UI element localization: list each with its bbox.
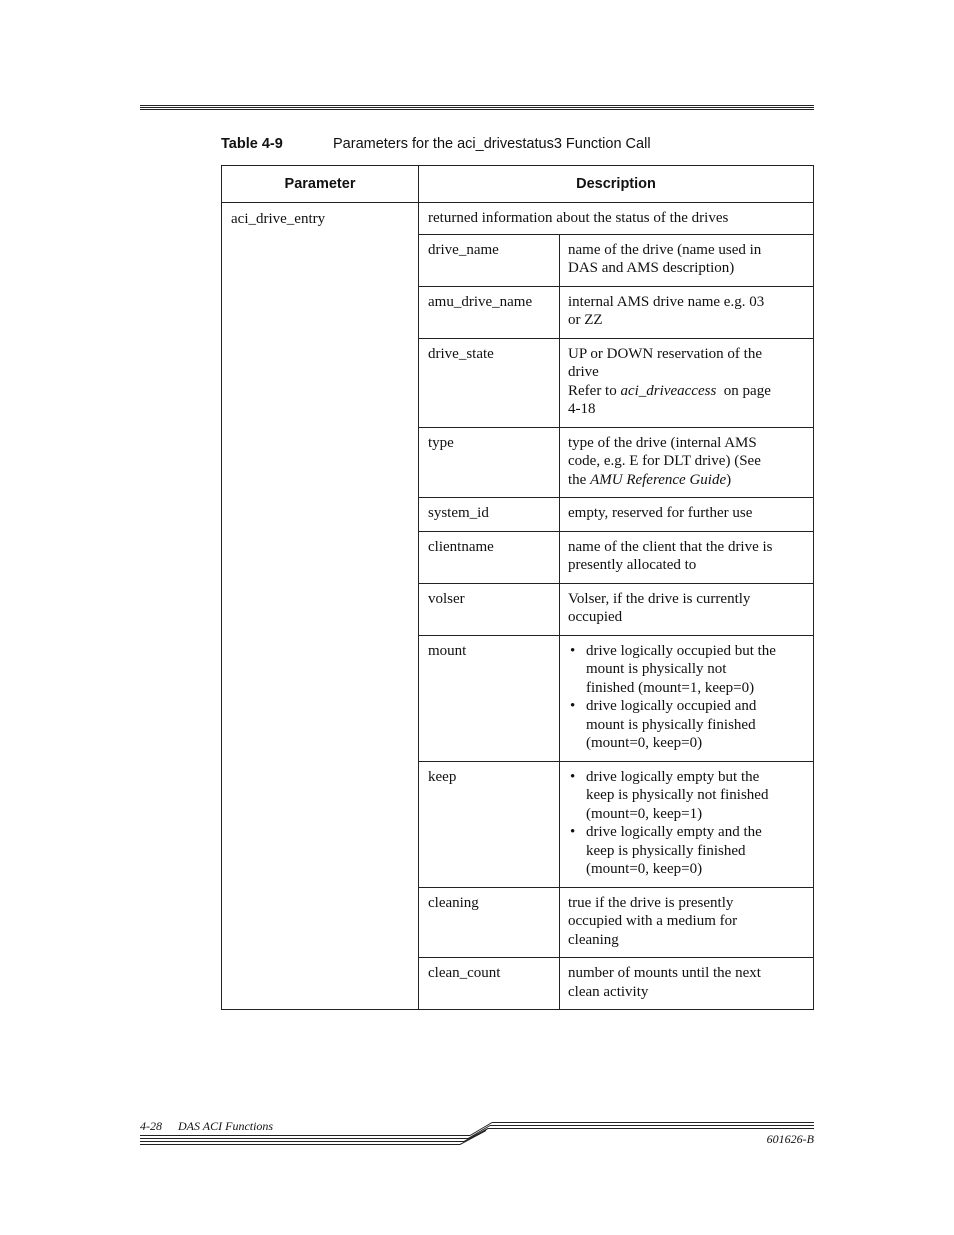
description-line: code, e.g. E for DLT drive) (See bbox=[568, 453, 761, 469]
description-line: • drive logically occupied and bbox=[586, 698, 757, 714]
field-name: keep bbox=[419, 761, 560, 887]
description-line: drive bbox=[568, 364, 599, 380]
page-number: 4-28 bbox=[140, 1119, 162, 1133]
field-name: volser bbox=[419, 583, 560, 635]
description-line: name of the drive (name used in bbox=[568, 241, 762, 258]
ref-prefix: Refer to bbox=[568, 382, 621, 399]
description-line: (mount=0, keep=0) bbox=[586, 735, 703, 751]
param-summary: returned information about the status of the drives bbox=[419, 203, 814, 235]
description-line: name of the client that the drive is bbox=[568, 538, 773, 555]
description-line: keep is physically not finished bbox=[586, 787, 769, 803]
field-name: amu_drive_name bbox=[419, 286, 560, 338]
description-line: occupied bbox=[568, 609, 623, 625]
description-line: type of the drive (internal AMS bbox=[568, 434, 757, 451]
description-line: or ZZ bbox=[568, 312, 603, 328]
ref-suffix: on page bbox=[716, 382, 771, 399]
description-line: DAS and AMS description) bbox=[568, 260, 735, 276]
description-line: 4-18 bbox=[568, 401, 596, 417]
description-line: • drive logically empty and the bbox=[586, 824, 762, 840]
tail-prefix: the bbox=[568, 471, 591, 488]
ref-link[interactable]: aci_driveaccess bbox=[620, 382, 717, 399]
field-name: drive_state bbox=[419, 338, 560, 427]
description-line: keep is physically finished bbox=[586, 842, 746, 859]
section-title: DAS ACI Functions bbox=[178, 1119, 274, 1133]
header-description: Description bbox=[419, 166, 814, 203]
description-line: presently allocated to bbox=[568, 557, 697, 573]
field-name: drive_name bbox=[419, 234, 560, 286]
description-line: Volser, if the drive is currently bbox=[568, 590, 751, 607]
table-title: Parameters for the aci_drivestatus3 Function Call bbox=[333, 136, 651, 152]
description-line: • drive logically empty but the bbox=[586, 768, 760, 785]
field-name: clean_count bbox=[419, 958, 560, 1010]
description-line: empty, reserved for further use bbox=[568, 505, 753, 521]
description-line: • drive logically occupied but the bbox=[586, 642, 776, 659]
description-line: mount is physically finished bbox=[586, 716, 756, 733]
description-line: cleaning bbox=[568, 931, 619, 948]
description-line: clean activity bbox=[568, 983, 649, 1000]
description-line: internal AMS drive name e.g. 03 bbox=[568, 293, 765, 310]
description-line: (mount=0, keep=0) bbox=[586, 861, 703, 877]
description-line: UP or DOWN reservation of the bbox=[568, 345, 762, 362]
guide-title: AMU Reference Guide bbox=[590, 471, 727, 488]
tail-suffix: ) bbox=[726, 471, 732, 488]
description-line: (mount=0, keep=1) bbox=[586, 805, 703, 822]
table-number: Table 4-9 bbox=[221, 136, 283, 152]
document-id: 601626-B bbox=[766, 1132, 814, 1146]
footer-left bbox=[140, 1119, 273, 1134]
description-line: number of mounts until the next bbox=[568, 965, 761, 981]
field-name: system_id bbox=[419, 498, 560, 532]
field-name: clientname bbox=[419, 531, 560, 583]
description-line: true if the drive is presently bbox=[568, 894, 734, 911]
description-line: finished (mount=1, keep=0) bbox=[586, 679, 755, 696]
field-name: cleaning bbox=[419, 887, 560, 958]
param-name: aci_drive_entry bbox=[222, 203, 419, 1010]
header-parameter: Parameter bbox=[222, 166, 419, 203]
description-line: occupied with a medium for bbox=[568, 913, 738, 929]
field-name: mount bbox=[419, 635, 560, 761]
field-name: type bbox=[419, 427, 560, 498]
description-line: mount is physically not bbox=[586, 661, 727, 677]
